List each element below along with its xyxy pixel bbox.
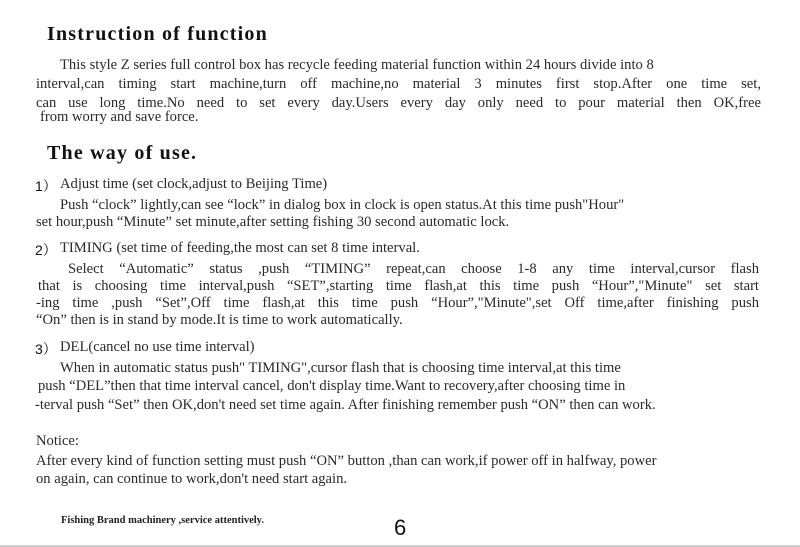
instruction-line-2: interval,can timing start machine,turn off machine,no material 3 minutes first stop.After one time set,	[36, 76, 761, 92]
step-1-line-2: set hour,push “Minute” set minute,after setting fishing 30 second automatic lock.	[36, 214, 510, 230]
instruction-line-4: from worry and save force.	[40, 109, 199, 125]
instruction-line-3: can use long time.No need to set every day.Users every day only need to pour material then OK,free	[36, 95, 761, 111]
step-3-number: 3）	[35, 341, 57, 357]
step-2-line-3: -ing time ,push “Set”,Off time flash,at this time push “Hour”,"Minute",set Off time,after finishing push	[36, 295, 759, 311]
step-3-line-1: When in automatic status push" TIMING",cursor flash that is choosing time interval,at this time	[60, 360, 621, 376]
step-2-line-2: that is choosing time interval,push “SET”,starting time flash,at this time push “Hour”,"Minute" set start	[38, 278, 759, 294]
footer-tagline: Fishing Brand machinery ,service attentively.	[61, 515, 264, 526]
step-2-line-4: “On” then is in stand by mode.It is time to work automatically.	[36, 312, 403, 328]
step-1-heading: Adjust time (set clock,adjust to Beijing Time)	[60, 176, 328, 192]
section-title-usage: The way of use.	[47, 142, 198, 164]
step-2-line-1: Select “Automatic” status ,push “TIMING” repeat,can choose 1-8 any time interval,cursor flash	[68, 261, 759, 277]
notice-label: Notice:	[36, 433, 79, 449]
notice-line-2: on again, can continue to work,don't need start again.	[36, 471, 348, 487]
step-2-number: 2）	[35, 242, 57, 258]
step-1-line-1: Push “clock” lightly,can see “lock” in dialog box in clock is open status.At this time push"Hour"	[60, 197, 625, 213]
step-3-heading: DEL(cancel no use time interval)	[60, 339, 255, 355]
step-3-line-2: push “DEL”then that time interval cancel, don't display time.Want to recovery,after choosing time in	[38, 378, 626, 394]
notice-line-1: After every kind of function setting must push “ON” button ,than can work,if power off in halfway, power	[36, 453, 657, 469]
section-title-instruction: Instruction of function	[47, 23, 268, 45]
step-3-line-3: -terval push “Set” then OK,don't need set time again. After finishing remember push “ON” then can work.	[35, 397, 656, 413]
step-1-number: 1）	[35, 178, 57, 194]
step-2-heading: TIMING (set time of feeding,the most can set 8 time interval.	[60, 240, 420, 256]
page-number: 6	[394, 515, 407, 540]
instruction-line-1: This style Z series full control box has recycle feeding material function within 24 hours divide into 8	[60, 57, 654, 73]
